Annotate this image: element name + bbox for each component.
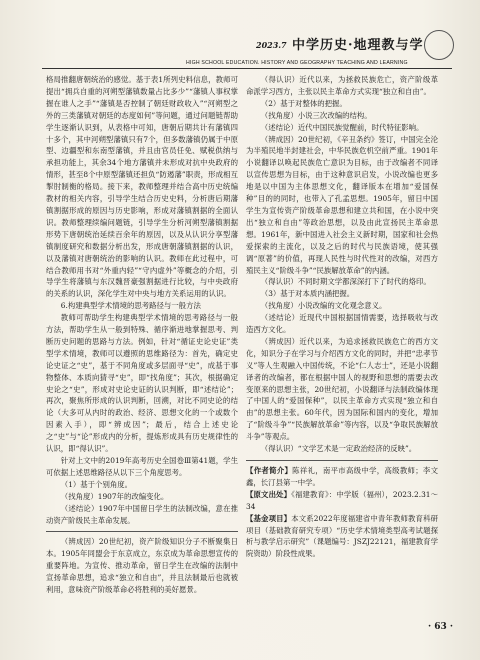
paragraph: 教师可帮助学生构建典型学术情境的思考路径与一般方法，帮助学生从一般到特殊、循序渐进地掌握思考、判断历史问题的思路与方法。例如，针对“循证史论史证”类型学术情境，教师可以遵照的思维路径为：首先，确定史论史证之“史”，基于不同角度或多层面寻“史”，成基于事物整体、本质向猜寻“史”，即“找角度”；其次，根据确定史论之“史”，形成对史论史证的认识判断，即“述结论”；再次，聚焦所形成的认识判断，回溯，对比不同史论的结论（大多可从内时的政治、经济、思想文化的一个或数个因素入手），即“辨成因”；最后，结合上述史论之“史”与“论”形成内的分析，提炼形成具有历史规律性的认识，即“得认识”。 — [46, 313, 238, 454]
paragraph: （得认识）近代以来，为拯救民族危亡，资产阶级革命派学习西方，主张以民主革命方式实现“独立和自由”。 — [246, 75, 438, 96]
fund-line: 【基金项目】本文系2022年度福建省中青年教师教育科研项目（基础教育研究专项）“历史学术情境类型高考试题探析与教学启示研究”（课题编号：JSZJ22121，福建教育学院资助）阶段性成果。 — [246, 513, 438, 559]
page-number: · 63 · — [428, 622, 454, 632]
paragraph: （得认识）不同时期文学都深深打下了时代的烙印。 — [260, 277, 431, 287]
paragraph: （得认识）“文学艺术是一定政治经济的反映”。 — [260, 444, 417, 454]
journal-title: 中学历史·地理教与学 — [292, 38, 424, 53]
left-column — [46, 74, 238, 596]
header-rule — [42, 68, 452, 69]
author-info — [246, 465, 438, 560]
paragraph: 针对上文中的2019年高考历史全国卷Ⅲ第41题，学生可依据上述思维路径从以下三个角度思考。 — [46, 456, 238, 477]
source-line: 【原文出处】《福建教育》：中学版（福州），2023.2.31～34 — [246, 489, 438, 511]
author-info-divider — [246, 460, 438, 461]
footnote-divider — [46, 531, 238, 532]
paragraph: （述结论）近现代中国根据国情需要，选择吸收与改造西方文化。 — [246, 313, 438, 335]
paragraph: 格局推翻唐朝统治的感觉。基于表1所列史料信息，教师可提出“拥兵自重的河朔型藩镇数量占比多少”“藩镇人事权掌握在谁人之手”“藩镇是否控制了朝廷财政收入”“河朔型之外的三类藩镇对朝廷的态度如何”等问题，通过问题链帮助学生逐渐认识到，从表格中可知，唐朝后期共计有藩镇四十多个，其中河朔型藩镇只有7个，但多数藩镇仍属于中原型、边疆型和东南型藩镇，并且由官员任免、赋税供纳与承担功能上，其余34个地方藩镇并未形成对抗中央政府的情形，甚至8个中原型藩镇还担负“防遏藩”职责，形成相互掣肘制衡的格局。接下来，教师整理并结合高中历史统编教材的相关内容，引导学生结合历史史料，分析唐后期藩镇割据形成的原因与历史影响，形成对藩镇割据的全面认识。教师整理续编问题链，引导学生分析河朔型藩镇割据形势下唐朝统治延续百余年的原因，以及从认识分享型藩镇制度研究和数据分析出发，形成唐朝藩镇割据的认识，以及藩镇对唐朝统治的影响的认识。教师在此过程中，可结合教师用书对“外重内轻”“守内虚外”等概念的介绍，引导学生将藩镇与东汉魏晋豪强割据进行比较，与中央政府的关系的认识，深化学生对中央与地方关系运用的认识。 — [46, 75, 238, 299]
paragraph: （述结论）1907年中国留日学生的法制改编，意在推动资产阶级民主革命发展。 — [46, 503, 238, 525]
paragraph: （辨成因）近代以来，为追求拯救民族危亡的西方文化，知识分子在学习与介绍西方文化的同时，并把“忠孝节义”等人生观融入中国传统，不论“仁人志士”，还是小说翻译者的改编者，都在根据中国人的视野和思想的需要去改变原来的思想主张，20世纪初，小说翻译与法制政编体现了中国人的“爱国保种”，以民主革命方式实现“独立和自由”的思想主张。60年代，因为国际和国内的变化，增加了“阶级斗争”“民族解放革命”等内容，以及“争取民族解放斗争”等观点。 — [246, 336, 438, 442]
section-heading: 6.构建典型学术情境的思考路径与一般方法 — [60, 301, 201, 311]
subheading: （2）基于对整体的把握。 — [260, 98, 347, 108]
journal-header — [0, 0, 480, 76]
issue-date: 2023.7 — [256, 40, 287, 50]
author-line: 【作者简介】陈祥礼，南平市高级中学，高级教师；李文鑫，长汀县第一中学。 — [246, 466, 438, 487]
right-column — [246, 74, 438, 560]
subheading: （3）基于对本质内涵把握。 — [260, 289, 355, 299]
paragraph: （找角度）小说三次改编的结构。 — [260, 110, 372, 120]
paragraph: （找角度）小说改编的文化观念意义。 — [260, 301, 387, 311]
journal-logo-icon — [424, 30, 454, 60]
paragraph: （辨成因）20世纪初，《辛丑条约》签订，中国完全沦为半殖民地半封建社会，中华民族危机空前严重。1901年小说翻译以唤起民族危亡意识为目标，由于改编者不同译以宣传思想为目标，由于这种意识启发，小说改编也更多地是以中国为主体思想文化，翻译版本在增加“爱国保种”目的的同时，也带入了孔孟思想。1905年，留日中国学生为宣传资产阶级革命思想和建立共和国，在小说中突出“独立和自由”等政治思想，以及由此宣扬民主革命思想。1961年，新中国进入社会主义新时期，国家和社会热爱探索的主流化，以及之后的时代与民族语境，使其强调“原著”的价值，再现人民性与时代性对的改编，对西方殖民主义“阶级斗争”“民族解放革命”的内涵。 — [246, 134, 438, 275]
paragraph: （找角度）1907年的改编变化。 — [60, 491, 169, 501]
subheading: （1）基于个别角度。 — [60, 479, 133, 489]
journal-subtitle: HIGH SCHOOL EDUCATION. HISTORY AND GEOGRAPHY TEACHING AND LEARNING — [186, 60, 408, 66]
paragraph: （述结论）近代中国民族觉醒前，时代特征影响。 — [260, 122, 424, 132]
paragraph: （辨成因）20世纪初，资产阶级知识分子不断聚集日本。1905年同盟会于东京成立，东京成为革命思想宣传的重要阵地。为宣传、推动革命，留日学生在改编的法制中宣扬革命思想，追求“独立和自由”，并且法制最后也就被利用，意味资产阶级革命必将胜利的美好愿景。 — [46, 537, 238, 595]
